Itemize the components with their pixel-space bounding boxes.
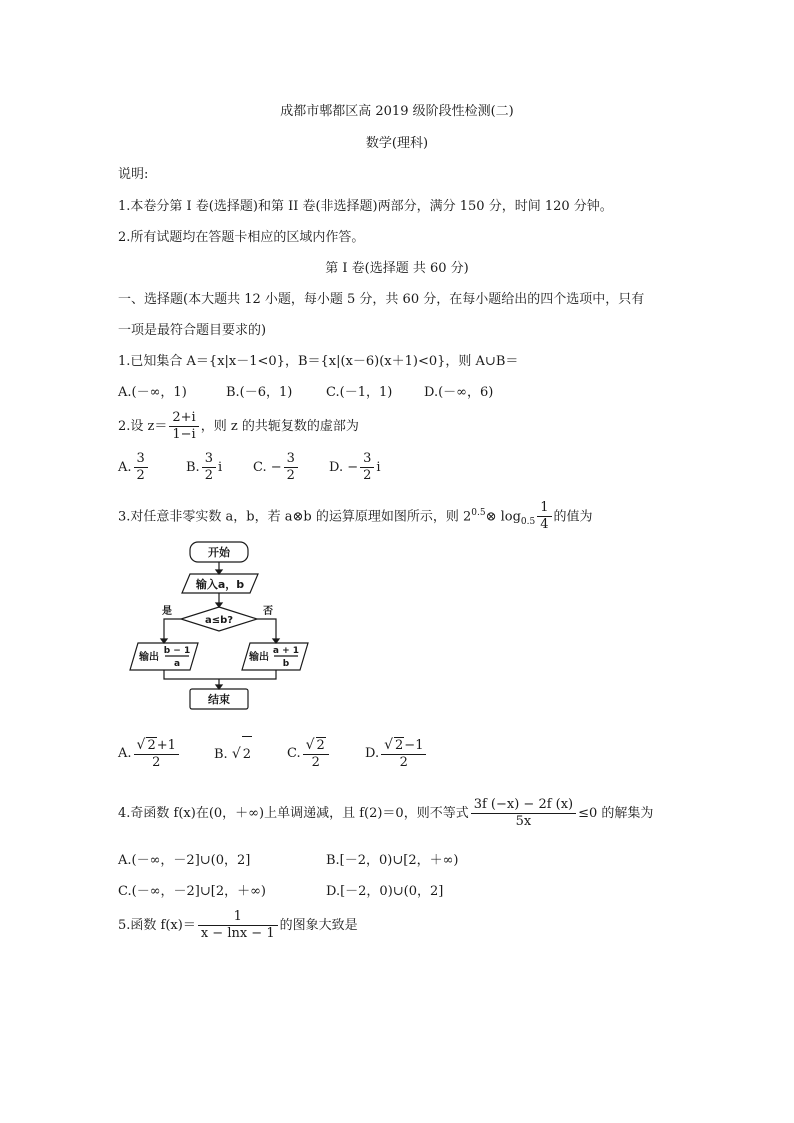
flow-output-right-num: a + 1	[272, 646, 300, 656]
q2-d-num: 3	[360, 451, 374, 468]
q2-d-imag: i	[376, 460, 381, 475]
q1-stem: 1.已知集合 A＝{x|x－1<0}，B＝{x|(x－6)(x＋1)<0}，则 A∪B＝	[118, 354, 519, 369]
q3-prefix: 3.对任意非零实数 a，b，若 a⊗b 的运算原理如图所示，则 2	[118, 509, 472, 525]
q3-option-c-label: C.	[287, 746, 301, 761]
q2-suffix: ，则 z 的共轭复数的虚部为	[200, 419, 359, 434]
q3-option-c: C. $\frac{√ 2}{2}$	[287, 736, 331, 772]
flow-input-text: 输入a，b	[195, 578, 245, 591]
q3-frac-num: 1	[537, 500, 551, 517]
q3-a-den: 2	[152, 754, 161, 770]
flow-decision	[181, 607, 257, 631]
q3-d-minus: −1	[404, 737, 424, 753]
q5-prefix: 5.函数 f(x)＝	[118, 918, 196, 933]
flow-end-text: 结束	[208, 693, 230, 706]
notes-heading: 说明:	[118, 167, 149, 182]
q4-option-d: D.[－2，0)∪(0，2]	[326, 884, 444, 899]
q3-option-a-label: A.	[118, 746, 132, 761]
q2-frac-num: 2+i	[169, 410, 198, 427]
q3-option-b: B. √ 2	[214, 736, 252, 773]
q2-a-den: 2	[136, 468, 145, 483]
q3-c-radicand: 2	[316, 737, 325, 753]
q2-option-b-label: B.	[186, 460, 200, 475]
q3-frac-den: 4	[540, 517, 549, 533]
exam-title: 成都市郫都区高 2019 级阶段性检测(二)	[280, 104, 514, 119]
q2-option-a-label: A.	[118, 460, 132, 475]
q4-option-c: C.(－∞，－2]∪[2，＋∞)	[118, 884, 266, 899]
q3-suffix: 的值为	[553, 509, 593, 525]
q2-prefix: 2.设 z＝	[118, 419, 168, 434]
flow-start-box	[190, 542, 248, 562]
q2-c-den: 2	[286, 468, 295, 483]
q2-option-c	[253, 451, 300, 485]
q3-log-base: 0.5	[520, 516, 536, 527]
q2-option-b	[186, 451, 222, 485]
flow-output-right-box	[242, 643, 308, 670]
q4-option-b: B.[－2，0)∪[2，＋∞)	[326, 853, 459, 868]
note-item: 2.所有试题均在答题卡相应的区域内作答。	[118, 230, 365, 245]
flow-end-box	[190, 689, 248, 709]
q3-a-radicand: 2	[147, 737, 156, 753]
q3-stem	[118, 496, 593, 539]
q2-c-num: 3	[284, 451, 298, 468]
q5-stem	[118, 908, 358, 944]
section-instructions-cont: 一项是最符合题目要求的)	[118, 323, 267, 338]
q5-frac-num: 1	[198, 909, 278, 926]
q3-option-d-label: D.	[365, 746, 380, 761]
q3-option-a: A. $\frac{√ 2+1}{2}$	[118, 736, 181, 772]
q4-stem	[118, 796, 653, 832]
q2-fraction	[169, 410, 198, 443]
flow-output-right-prefix: 输出	[249, 652, 269, 663]
q1-option-b: B.(－6，1)	[226, 385, 293, 400]
q2-a-num: 3	[134, 451, 148, 468]
section-title: 第 I 卷(选择题 共 60 分)	[325, 261, 469, 276]
q1-option-d: D.(－∞，6)	[424, 385, 494, 400]
q2-option-d	[329, 451, 381, 485]
q3-a-plus: +1	[156, 737, 176, 753]
q2-b-imag: i	[217, 460, 223, 475]
q3-c-den: 2	[311, 754, 320, 770]
q2-option-d-label: D. −	[329, 460, 359, 475]
q2-d-den: 2	[363, 468, 372, 483]
q3-option-b-label: B.	[214, 747, 228, 762]
q3-exponent: 0.5	[471, 508, 486, 518]
q2-option-a	[118, 451, 150, 485]
q3-d-den: 2	[399, 754, 408, 770]
q3-option-d: D. $\frac{√ 2-1}{2}$	[365, 736, 428, 772]
q2-stem	[118, 410, 359, 444]
flow-output-left-num: b − 1	[163, 646, 191, 656]
q4-option-a: A.(－∞，－2]∪(0，2]	[118, 853, 251, 868]
q2-b-num: 3	[202, 451, 216, 468]
flow-input-box	[182, 574, 258, 593]
flow-output-right-den: b	[282, 659, 290, 669]
flow-no-label: 否	[263, 606, 273, 617]
flow-yes-label: 是	[162, 606, 172, 617]
q3-b-radicand: 2	[242, 736, 252, 773]
q5-frac-den: x − lnx − 1	[200, 926, 275, 941]
q5-suffix: 的图象大致是	[279, 918, 358, 933]
q4-frac-num: 3f (−x) − 2f (x)	[471, 797, 576, 814]
q3-operator: ⊗ log	[485, 509, 521, 525]
q2-option-c-label: C. −	[253, 460, 282, 475]
q4-prefix: 4.奇函数 f(x)在(0，＋∞)上单调递减，且 f(2)＝0，则不等式	[118, 806, 469, 821]
q1-option-a: A.(－∞，1)	[118, 385, 187, 400]
exam-subtitle: 数学(理科)	[365, 136, 429, 151]
flow-output-left-den: a	[173, 659, 181, 669]
q1-option-c: C.(－1，1)	[326, 385, 393, 400]
flow-output-left-prefix: 输出	[139, 652, 159, 663]
flow-decision-text: a≤b?	[204, 615, 234, 626]
note-item: 1.本卷分第 I 卷(选择题)和第 II 卷(非选择题)两部分，满分 150 分，时间 120 分钟。	[118, 199, 613, 214]
q2-frac-den: 1−i	[172, 427, 196, 442]
flow-output-left-box	[130, 643, 198, 670]
q3-d-radicand: 2	[395, 737, 404, 753]
flow-start-text: 开始	[208, 546, 230, 559]
q4-suffix: ≤0 的解集为	[578, 806, 654, 821]
q2-b-den: 2	[204, 468, 213, 483]
section-instructions: 一、选择题(本大题共 12 小题，每小题 5 分，共 60 分，在每小题给出的四个选项中，只有	[118, 292, 645, 307]
q4-frac-den: 5x	[515, 814, 532, 829]
